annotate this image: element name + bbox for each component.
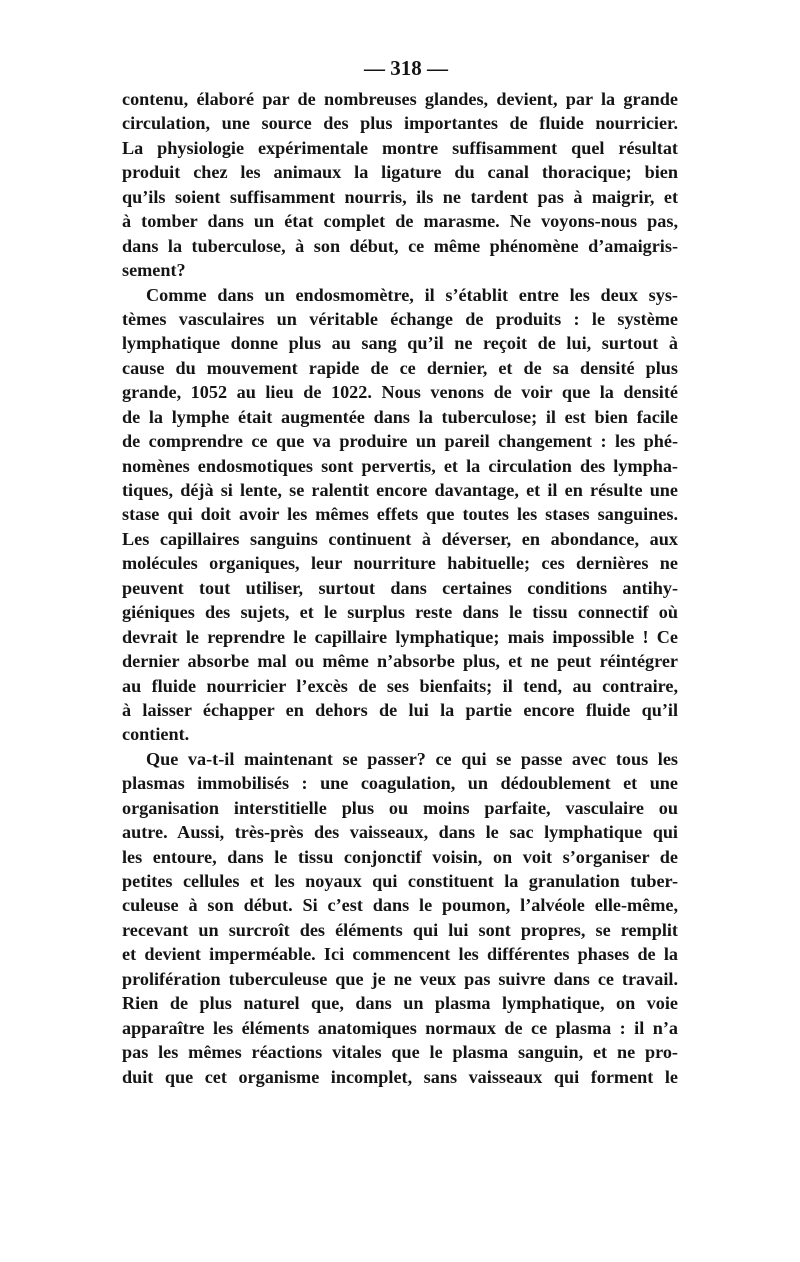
text-line: dans la tuberculose, à son début, ce même phénomène d’amaigris-	[122, 235, 678, 256]
text-line: giéniques des sujets, et le surplus reste dans le tissu connectif où	[122, 602, 678, 623]
text-line: duit que cet organisme incomplet, sans vaisseaux qui forment le	[122, 1066, 678, 1087]
text-line: La physiologie expérimentale montre suffisamment quel résultat	[122, 137, 678, 158]
text-line: nomènes endosmotiques sont pervertis, et la circulation des lympha-	[122, 455, 678, 476]
text-line: et devient imperméable. Ici commencent les différentes phases de la	[122, 944, 678, 965]
text-line: sement?	[122, 260, 186, 281]
text-line: contient.	[122, 724, 190, 745]
text-line: cause du mouvement rapide de ce dernier, et de sa densité plus	[122, 357, 678, 378]
text-line: tèmes vasculaires un véritable échange de produits : le système	[122, 308, 678, 329]
text-line: de la lymphe était augmentée dans la tuberculose; il est bien facile	[122, 406, 678, 427]
text-line: Comme dans un endosmomètre, il s’établit entre les deux sys-	[146, 284, 678, 305]
text-line: culeuse à son début. Si c’est dans le poumon, l’alvéole elle-même,	[122, 895, 678, 916]
text-line: peuvent tout utiliser, surtout dans certaines conditions antihy-	[122, 577, 678, 598]
text-line: qu’ils soient suffisamment nourris, ils ne tardent pas à maigrir, et	[122, 186, 678, 207]
text-line: à laisser échapper en dehors de lui la partie encore fluide qu’il	[122, 699, 678, 720]
text-line: lymphatique donne plus au sang qu’il ne reçoit de lui, surtout à	[122, 333, 678, 354]
body-text	[122, 87, 678, 1089]
text-line: de comprendre ce que va produire un pareil changement : les phé-	[122, 431, 678, 452]
text-line: apparaître les éléments anatomiques normaux de ce plasma : il n’a	[122, 1017, 678, 1038]
page-number: — 318 —	[364, 56, 448, 80]
text-line: Que va-t-il maintenant se passer? ce qui se passe avec tous les	[146, 748, 678, 769]
text-line: grande, 1052 au lieu de 1022. Nous venons de voir que la densité	[122, 382, 678, 403]
text-line: prolifération tuberculeuse que je ne veux pas suivre dans ce travail.	[122, 968, 678, 989]
text-line: molécules organiques, leur nourriture habituelle; ces dernières ne	[122, 553, 678, 574]
text-line: tiques, déjà si lente, se ralentit encore davantage, et il en résulte une	[122, 480, 678, 500]
text-line: autre. Aussi, très-près des vaisseaux, dans le sac lymphatique qui	[122, 822, 678, 843]
text-line: recevant un surcroît des éléments qui lui sont propres, se remplit	[122, 919, 678, 940]
text-line: petites cellules et les noyaux qui constituent la granulation tuber-	[122, 871, 678, 891]
text-line: les entoure, dans le tissu conjonctif voisin, on voit s’organiser de	[122, 846, 678, 867]
text-line: contenu, élaboré par de nombreuses glandes, devient, par la grande	[122, 89, 678, 109]
text-line: produit chez les animaux la ligature du canal thoracique; bien	[122, 162, 678, 183]
text-line: pas les mêmes réactions vitales que le plasma sanguin, et ne pro-	[122, 1042, 678, 1063]
text-line: à tomber dans un état complet de marasme. Ne voyons-nous pas,	[122, 211, 678, 232]
text-line: au fluide nourricier l’excès de ses bienfaits; il tend, au contraire,	[122, 675, 678, 696]
text-line: organisation interstitielle plus ou moins parfaite, vasculaire ou	[122, 797, 678, 818]
text-line: Rien de plus naturel que, dans un plasma lymphatique, on voie	[122, 993, 678, 1014]
text-line: devrait le reprendre le capillaire lymphatique; mais impossible ! Ce	[122, 626, 678, 647]
text-line: circulation, une source des plus importantes de fluide nourricier.	[122, 113, 678, 134]
text-line: plasmas immobilisés : une coagulation, un dédoublement et une	[122, 773, 678, 794]
text-line: dernier absorbe mal ou même n’absorbe plus, et ne peut réintégrer	[122, 651, 678, 672]
text-line: stase qui doit avoir les mêmes effets que toutes les stases sanguines.	[122, 504, 678, 525]
text-line: Les capillaires sanguins continuent à déverser, en abondance, aux	[122, 528, 678, 549]
